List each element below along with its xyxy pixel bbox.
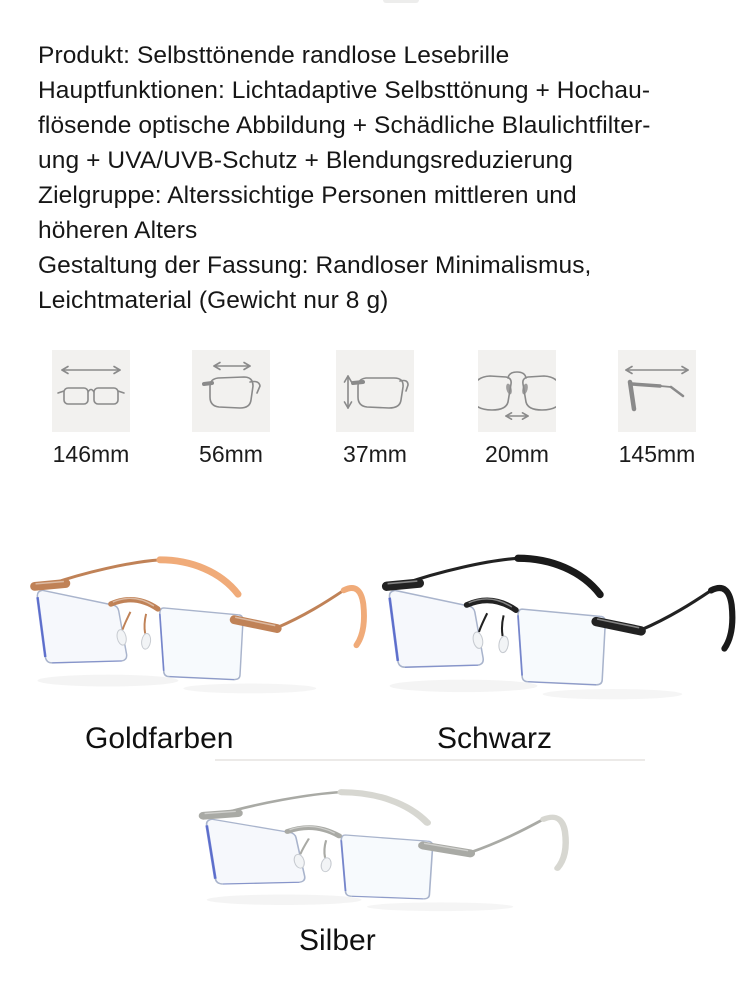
- size-value: 20mm: [485, 441, 549, 467]
- size-value: 146mm: [52, 441, 130, 467]
- description-line: Leichtmaterial (Gewicht nur 8 g): [38, 287, 389, 314]
- size-value: 37mm: [343, 441, 407, 467]
- product-description: [38, 38, 650, 318]
- photo-edge-divider: [215, 759, 645, 761]
- frame-width-icon: [52, 350, 130, 432]
- product-photo-schwarz: [366, 551, 746, 717]
- bridge-width-icon: [478, 350, 556, 432]
- lens-width-icon: [192, 350, 270, 432]
- lens-height-icon: [336, 350, 414, 432]
- description-line: ung + UVA/UVB-Schutz + Blendungsreduzierung: [38, 147, 573, 174]
- temple-length-icon: [618, 350, 696, 432]
- description-line: Hauptfunktionen: Lichtadaptive Selbsttönung + Hochau-: [38, 77, 651, 104]
- size-value: 145mm: [618, 441, 696, 467]
- variant-label-goldfarben: Goldfarben: [85, 722, 234, 755]
- size-tile-lens-height: [336, 350, 414, 468]
- size-tile-frame-width: [52, 350, 130, 468]
- size-tile-temple-length: [618, 350, 696, 468]
- size-tile-bridge-width: [478, 350, 556, 468]
- description-line: Zielgruppe: Alterssichtige Personen mittleren und: [38, 182, 577, 209]
- variant-label-schwarz: Schwarz: [437, 722, 553, 755]
- product-photo-goldfarben: [15, 553, 377, 710]
- description-line: flösende optische Abbildung + Schädliche Blaulichtfilter-: [38, 112, 651, 139]
- product-photo-silber: [182, 786, 580, 926]
- description-line: Produkt: Selbsttönende randlose Lesebrille: [38, 42, 510, 69]
- size-tile-lens-width: [192, 350, 270, 468]
- description-line: höheren Alters: [38, 217, 198, 244]
- top-edge-artifact: [383, 0, 419, 3]
- description-line: Gestaltung der Fassung: Randloser Minimalismus,: [38, 252, 592, 279]
- size-value: 56mm: [199, 441, 263, 467]
- variant-label-silber: Silber: [299, 924, 376, 957]
